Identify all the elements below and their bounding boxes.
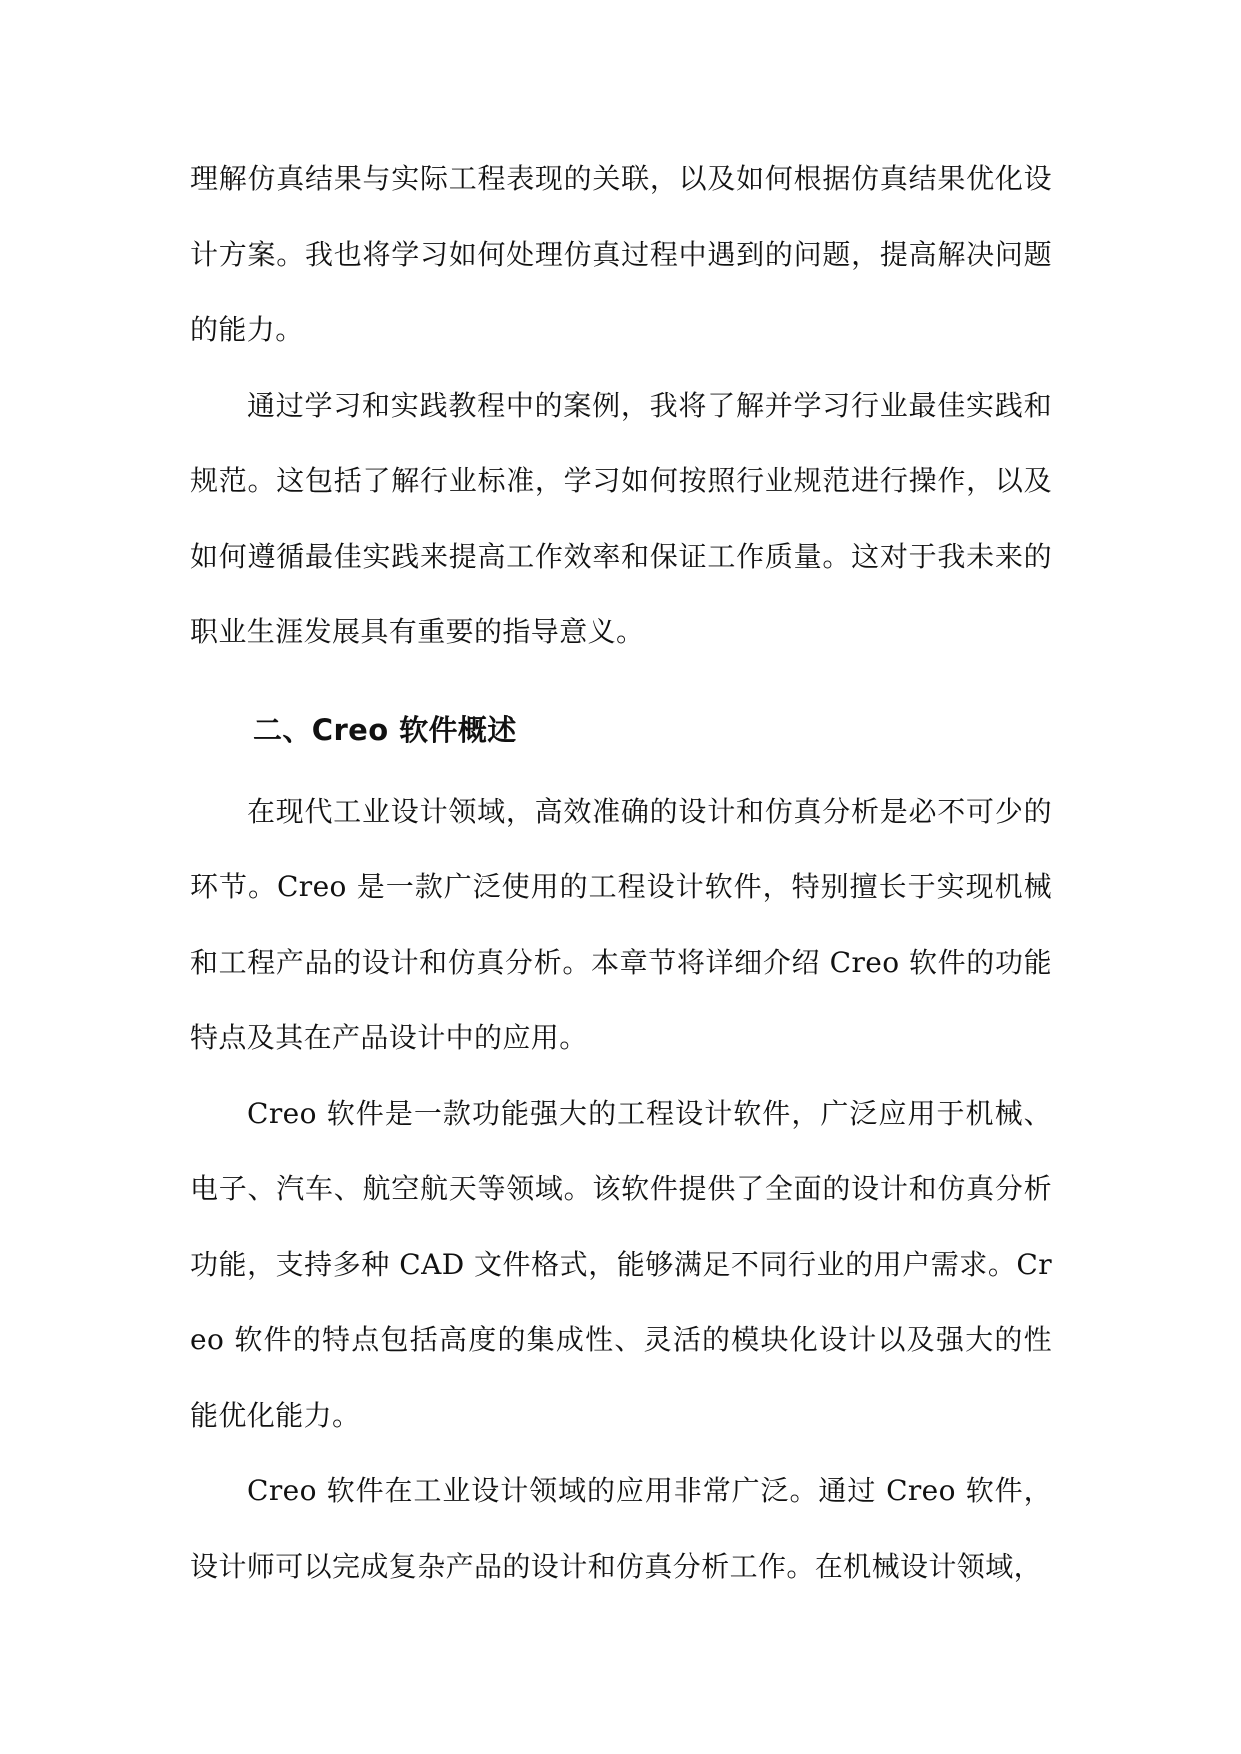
body-paragraph: Creo 软件在工业设计领域的应用非常广泛。通过 Creo 软件，设计师可以完成复杂产品的设计和仿真分析工作。在机械设计领域， (190, 1474, 1052, 1583)
body-paragraph: 理解仿真结果与实际工程表现的关联，以及如何根据仿真结果优化设计方案。我也将学习如何处理仿真过程中遇到的问题，提高解决问题的能力。 (190, 162, 1052, 346)
body-paragraph: 在现代工业设计领域，高效准确的设计和仿真分析是必不可少的环节。Creo 是一款广泛使用的工程设计软件，特别擅长于实现机械和工程产品的设计和仿真分析。本章节将详细介绍 Creo 软件的功能特点及其在产品设计中的应用。 (190, 794, 1052, 1054)
body-paragraph: 通过学习和实践教程中的案例，我将了解并学习行业最佳实践和规范。这包括了解行业标准，学习如何按照行业规范进行操作，以及如何遵循最佳实践来提高工作效率和保证工作质量。这对于我未来的职业生涯发展具有重要的指导意义。 (190, 388, 1052, 648)
section-heading: 二、Creo 软件概述 (253, 712, 517, 747)
body-paragraph: Creo 软件是一款功能强大的工程设计软件，广泛应用于机械、电子、汽车、航空航天等领域。该软件提供了全面的设计和仿真分析功能，支持多种 CAD 文件格式，能够满足不同行业的用户需求。Creo 软件的特点包括高度的集成性、灵活的模块化设计以及强大的性能优化能力。 (190, 1096, 1052, 1432)
document-body (190, 141, 1052, 1604)
